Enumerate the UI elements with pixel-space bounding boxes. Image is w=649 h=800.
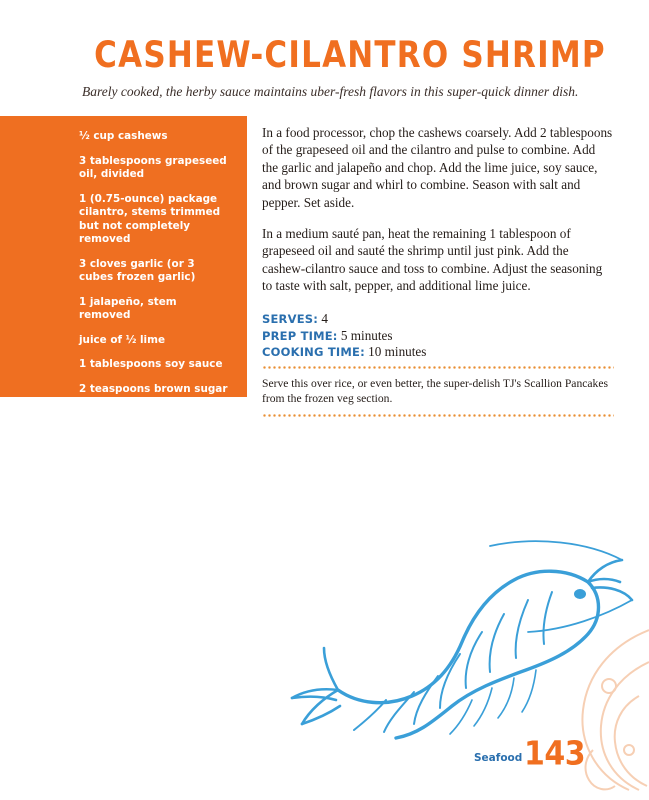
list-item: 1 jalapeño, stem removed <box>79 295 177 321</box>
page-number: 143 <box>524 735 586 774</box>
cooking-time-label: COOKING TIME: <box>262 345 365 359</box>
list-item: 2 teaspoons brown sugar <box>79 382 228 395</box>
tip-text: Serve this over rice, or even better, the super-delish TJ's Scallion Pancakes from the frozen veg section. <box>262 377 608 405</box>
page-title: CASHEW-CILANTRO SHRIMP <box>94 34 606 77</box>
list-item: ½ cup cashews <box>79 130 168 142</box>
list-item: 1 tablespoons soy sauce <box>79 358 223 370</box>
serves-value: 4 <box>321 311 328 326</box>
footer-category: Seafood <box>474 752 523 764</box>
serves-row <box>262 311 614 328</box>
prep-time-value: 5 minutes <box>340 327 393 343</box>
list-item: 3 tablespoons grapeseed oil, divided <box>79 154 227 180</box>
serves-label: SERVES: <box>262 312 319 326</box>
cooking-time-value: 10 minutes <box>368 344 427 359</box>
prep-time-row <box>262 328 614 345</box>
list-item: juice of ½ lime <box>79 333 165 346</box>
cooking-time-row <box>262 344 614 361</box>
list-item: 1 (0.75-ounce) package cilantro, stems trimmed but not completely removed <box>79 192 221 245</box>
prep-time-label: PREP TIME: <box>262 328 338 343</box>
ingredients-list <box>79 130 229 483</box>
recipe-facts <box>262 311 614 361</box>
dotted-divider-bottom <box>262 414 614 417</box>
tip-box <box>262 366 614 417</box>
list-item: salt and pepper <box>79 458 172 471</box>
recipe-subtitle: Barely cooked, the herby sauce maintains uber-fresh flavors in this super-quick dinner dish. <box>82 84 579 99</box>
method-paragraph: In a food processor, chop the cashews coarsely. Add 2 tablespoons of the grapeseed oil and the cilantro and pulse to combine. Add the garlic and jalapeño and chop. Add the lime juice, soy sauce, and brown sugar and whirl to combine. Season with salt and pepper. Set aside. <box>262 125 613 210</box>
method-steps <box>262 124 614 309</box>
list-item: 3 cloves garlic (or 3 cubes frozen garlic) <box>79 257 196 283</box>
method-paragraph: In a medium sauté pan, heat the remaining 1 tablespoon of grapeseed oil and sauté the shrimp until just pink. Add the cashew-cilantro sauce and toss to combine. Adjust the seasoning to taste with salt, pepper, and additional lime juice. <box>262 226 603 294</box>
list-item: 1 pound raw shrimp, defrosted, shelled, and deveined <box>79 407 216 446</box>
